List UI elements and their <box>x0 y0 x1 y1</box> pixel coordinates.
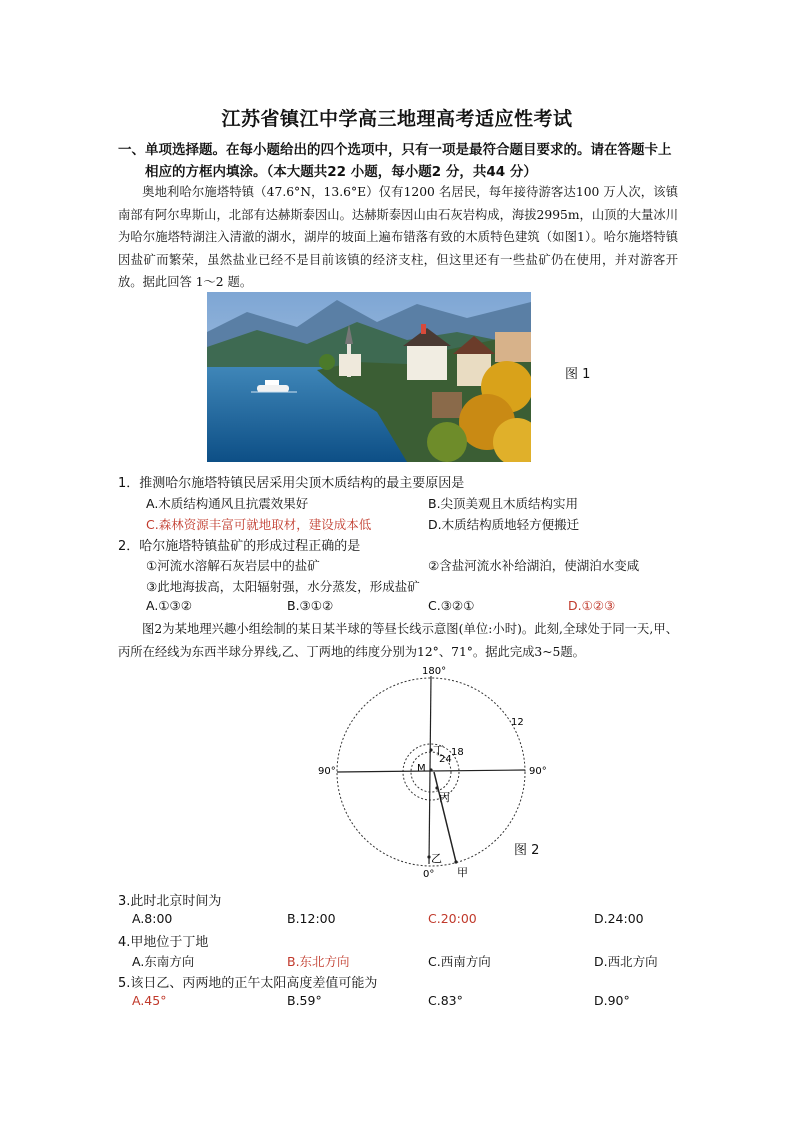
q2-statement-3: ③此地海拔高，太阳辐射强，水分蒸发，形成盐矿 <box>146 579 420 594</box>
passage-2-text: 图2为某地理兴趣小组绘制的某日某半球的等昼长线示意图(单位:小时)。此刻,全球处于同一天,甲、丙所在经线为东西半球分界线,乙、丁两地的纬度分别为12°、71°。据此完成3~5题。 <box>118 622 678 659</box>
section-heading <box>118 139 678 183</box>
question-3-stem: 3.此时北京时间为 <box>118 894 222 909</box>
label-180: 180° <box>422 666 447 677</box>
q5-option-d: D.90° <box>594 993 630 1008</box>
q2-statement-1: ①河流水溶解石灰岩层中的盐矿 <box>146 558 320 573</box>
label-12: 12 <box>511 717 524 728</box>
label-18: 18 <box>451 747 464 758</box>
question-5-stem: 5.该日乙、丙两地的正午太阳高度差值可能为 <box>118 976 378 991</box>
q2-option-b: B.③①② <box>287 598 334 613</box>
passage-1-text: 奥地利哈尔施塔特镇（47.6°N，13.6°E）仅有1200 名居民，每年接待游客达100 万人次，该镇南部有阿尔卑斯山，北部有达赫斯泰因山。达赫斯泰因山由石灰岩构成，海拔2995m，山顶的大量冰川为哈尔施塔特湖注入清澈的湖水，湖岸的坡面上遍布错落有致的木质特色建筑（如图1）。哈尔施塔特镇因盐矿而繁荣，虽然盐业已经不是目前该镇的经济支柱，但这里还有一些盐矿仍在使用，并对游客开放。据此回答 1～2 题。 <box>118 185 678 289</box>
label-24: 24 <box>439 754 452 765</box>
label-0: 0° <box>423 869 435 880</box>
q3-option-d: D.24:00 <box>594 911 644 926</box>
page-title: 江苏省镇江中学高三地理高考适应性考试 <box>221 108 573 130</box>
q4-option-a: A.东南方向 <box>132 954 195 969</box>
figure-1-label: 图 1 <box>565 367 591 382</box>
q5-option-b: B.59° <box>287 993 322 1008</box>
q2-option-a: A.①③② <box>146 598 192 613</box>
question-2-stem: 2．哈尔施塔特镇盐矿的形成过程正确的是 <box>118 539 361 554</box>
label-M: M <box>417 763 426 774</box>
q5-option-a-answer: A.45° <box>132 993 167 1008</box>
meridian-jia <box>434 772 456 862</box>
q4-option-d: D.西北方向 <box>594 954 658 969</box>
q1-option-c-answer: C.森林资源丰富可就地取材，建设成本低 <box>146 517 372 532</box>
q2-statement-2: ②含盐河流水补给湖泊，使湖泊水变咸 <box>428 558 640 573</box>
q1-option-b: B.尖顶美观且木质结构实用 <box>428 496 579 511</box>
section-number: 一、 <box>118 142 145 158</box>
hallstatt-photo <box>207 292 531 462</box>
label-90-right: 90° <box>529 766 547 777</box>
q2-option-d-answer: D.①②③ <box>568 598 616 613</box>
question-4-stem: 4.甲地位于丁地 <box>118 935 209 950</box>
label-jia: 甲 <box>457 866 468 879</box>
section-instructions: 单项选择题。在每小题给出的四个选项中，只有一项是最符合题目要求的。请在答题卡上相应的方框内填涂。（本大题共22 小题，每小题2 分，共44 分） <box>145 142 672 180</box>
q3-option-c-answer: C.20:00 <box>428 911 477 926</box>
point-bing <box>435 786 438 789</box>
q4-option-b-answer: B.东北方向 <box>287 954 350 969</box>
q2-option-c: C.③②① <box>428 598 475 613</box>
label-yi: 乙 <box>431 852 442 865</box>
passage-2 <box>118 618 678 663</box>
figure-2-label: 图 2 <box>514 843 540 858</box>
passage-1 <box>118 181 678 294</box>
q3-option-a: A.8:00 <box>132 911 173 926</box>
point-jia <box>454 860 457 863</box>
question-1-stem: 1．推测哈尔施塔特镇民居采用尖顶木质结构的最主要原因是 <box>118 476 465 491</box>
q1-option-d: D.木质结构质地轻方便搬迁 <box>428 517 580 532</box>
q1-option-a: A.木质结构通风且抗震效果好 <box>146 496 309 511</box>
q5-option-c: C.83° <box>428 993 463 1008</box>
label-ding: 丁 <box>433 744 444 757</box>
label-90-left: 90° <box>318 766 336 777</box>
q3-option-b: B.12:00 <box>287 911 336 926</box>
q4-option-c: C.西南方向 <box>428 954 491 969</box>
label-bing: 丙 <box>439 791 450 804</box>
point-M <box>429 768 432 771</box>
